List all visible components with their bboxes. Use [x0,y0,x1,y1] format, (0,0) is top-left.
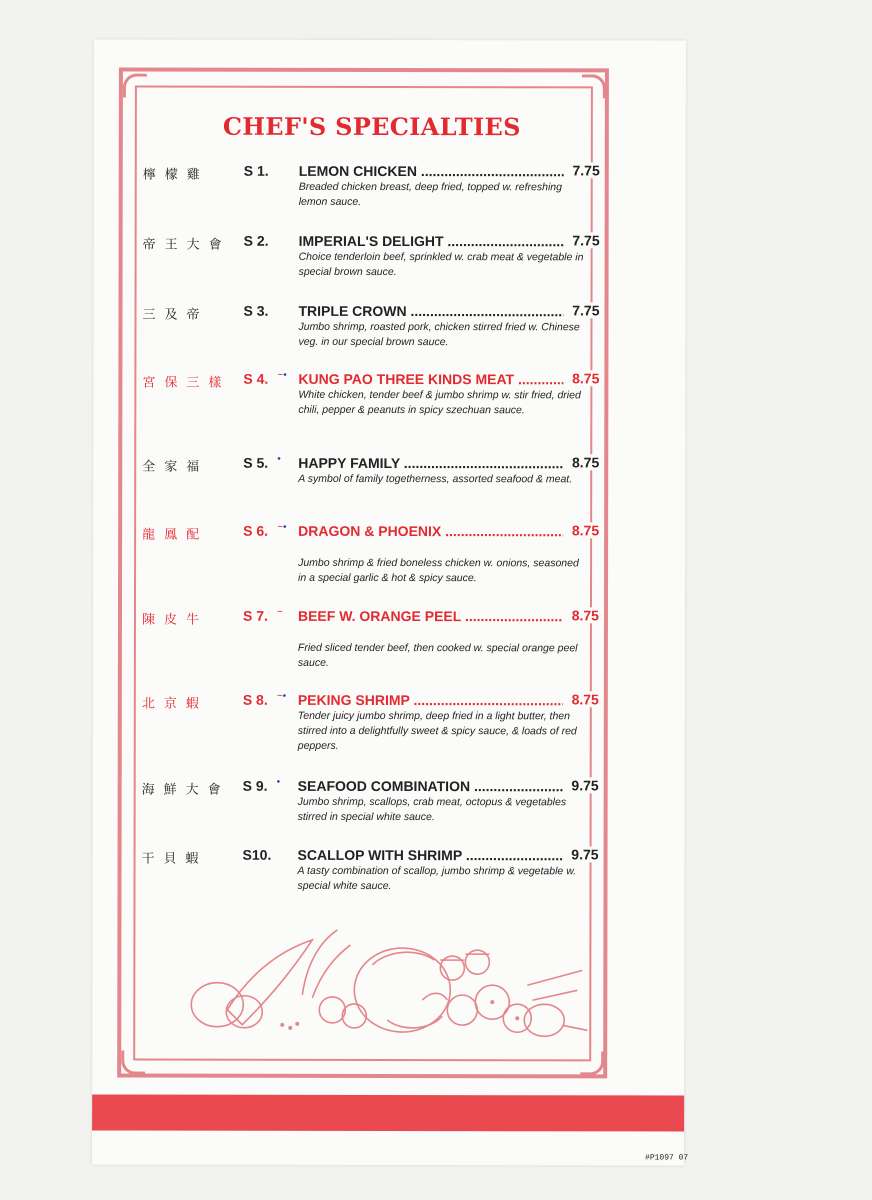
item-price: 8.75 [563,691,599,707]
item-code: S10. [242,846,272,863]
menu-title: CHEF'S SPECIALTIES [222,111,521,142]
item-name: BEEF W. ORANGE PEEL ..... [298,608,596,625]
item-price: 8.75 [563,370,599,386]
item-price: 8.75 [563,522,599,538]
chinese-name: 北京蝦 [141,696,208,712]
item-description: Tender juicy jumbo shrimp, deep fried in a light butter, then stirred into a delightfully sweet & spicy sauce, & loads of red peppers. [297,709,577,752]
item-description: White chicken, tender beef & jumbo shrimp w. stir fried, dried chili, pepper & peanuts in spicy szechuan sauce. [298,388,581,417]
spicy-pepper-icon: ~• [277,369,287,381]
item-description: Jumbo shrimp, roasted pork, chicken stirred fried w. Chinese veg. in our special brown sauce. [298,320,580,349]
spicy-pepper-icon: ~• [277,521,287,533]
item-price: 8.75 [563,454,599,470]
item-price: 7.75 [564,162,600,178]
spicy-pepper-icon: ~ [276,606,283,618]
item-name: TRIPLE CROWN ..... [298,303,596,320]
item-code: S 1. [243,162,269,179]
spicy-pepper-icon: • [276,776,281,788]
item-name: HAPPY FAMILY ..... [298,455,596,472]
chinese-name: 宮保三樣 [142,375,231,391]
item-price: 7.75 [563,302,599,318]
chinese-name: 海鮮大會 [141,782,230,798]
chinese-name: 三及帝 [142,307,209,323]
item-name: PEKING SHRIMP ..... [298,692,596,709]
item-description: Breaded chicken breast, deep fried, topped w. refreshing lemon sauce. [298,180,562,208]
item-description: Jumbo shrimp & fried boneless chicken w. onions, seasoned in a special garlic & hot & spicy sauce. [298,556,579,585]
chinese-name: 檸檬雞 [142,167,209,183]
item-code: S 5. [243,454,269,471]
item-code: S 9. [242,777,268,794]
item-code: S 4. [243,370,269,387]
item-price: 7.75 [564,232,600,248]
item-description: Choice tenderloin beef, sprinkled w. crab meat & vegetable in special brown sauce. [298,250,584,279]
chinese-name: 陳皮牛 [141,612,208,628]
item-price: 9.75 [563,777,599,793]
item-name: SCALLOP WITH SHRIMP ..... [298,847,596,864]
chinese-name: 干貝蝦 [141,851,208,867]
item-name: IMPERIAL'S DELIGHT ..... [299,233,597,250]
item-code: S 2. [243,232,269,249]
item-description: A tasty combination of scallop, jumbo shrimp & vegetable w. special white sauce. [297,864,577,893]
chinese-name: 帝王大會 [142,237,231,253]
item-price: 8.75 [563,607,599,623]
print-code: #P1097 07 [645,1153,689,1163]
item-name: SEAFOOD COMBINATION ..... [298,778,596,795]
spicy-pepper-icon: • [277,453,281,465]
item-price: 9.75 [563,846,599,862]
spicy-pepper-icon: ~• [276,690,287,702]
menu-page [92,39,689,1165]
footer-red-band [92,1094,684,1131]
item-name: LEMON CHICKEN ..... [299,163,597,180]
frame-corner-ornament [123,74,147,98]
food-illustration [172,920,592,1041]
chinese-name: 全家福 [142,459,209,475]
item-code: S 6. [243,522,269,539]
item-description: Fried sliced tender beef, then cooked w. special orange peel sauce. [297,641,578,669]
item-description: A symbol of family togetherness, assorted seafood & meat. [298,472,573,486]
item-name: DRAGON & PHOENIX ..... [298,523,596,540]
item-code: S 3. [243,302,269,319]
item-description: Jumbo shrimp, scallops, crab meat, octopus & vegetables stirred in special white sauce. [297,795,567,824]
chinese-name: 龍鳳配 [142,527,209,543]
item-code: S 8. [242,691,268,708]
item-code: S 7. [242,607,268,624]
item-name: KUNG PAO THREE KINDS MEAT ..... [298,371,596,388]
